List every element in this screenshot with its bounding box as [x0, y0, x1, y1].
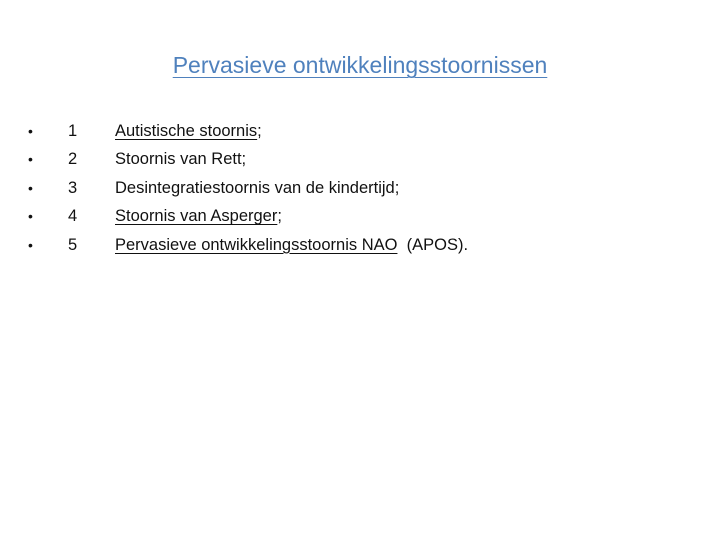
- item-list: [28, 117, 468, 259]
- item-underlined-text: Autistische stoornis: [115, 122, 258, 140]
- item-number: 4: [68, 207, 78, 226]
- item-text: [115, 231, 468, 259]
- item-text: [115, 202, 282, 230]
- list-item: [28, 174, 468, 202]
- item-number: 3: [68, 178, 78, 197]
- item-underlined-text: Pervasieve ontwikkelingsstoornis NAO: [115, 235, 398, 254]
- bullet-icon: •: [28, 236, 33, 253]
- bullet-icon: •: [28, 123, 33, 139]
- list-item: [28, 202, 468, 230]
- item-text: [115, 174, 399, 202]
- item-text: [115, 145, 246, 173]
- item-number: 1: [68, 122, 78, 140]
- item-rest-text: ;: [257, 122, 262, 140]
- list-item: [28, 145, 468, 173]
- list-item: [28, 117, 468, 145]
- bullet-icon: •: [28, 151, 33, 168]
- item-rest-text: Desintegratiestoornis van de kindertijd;: [115, 178, 400, 197]
- item-number: 2: [68, 150, 78, 169]
- item-underlined-text: Stoornis van Asperger: [115, 207, 278, 226]
- bullet-icon: •: [28, 179, 33, 196]
- item-rest-text: (APOS).: [397, 235, 469, 254]
- item-number: 5: [68, 235, 78, 254]
- item-rest-text: ;: [277, 207, 282, 226]
- item-text: [115, 117, 262, 145]
- list-item: [28, 231, 468, 259]
- item-rest-text: Stoornis van Rett;: [115, 150, 247, 169]
- bullet-icon: •: [28, 208, 33, 225]
- slide-title: Pervasieve ontwikkelingsstoornissen: [172, 52, 548, 78]
